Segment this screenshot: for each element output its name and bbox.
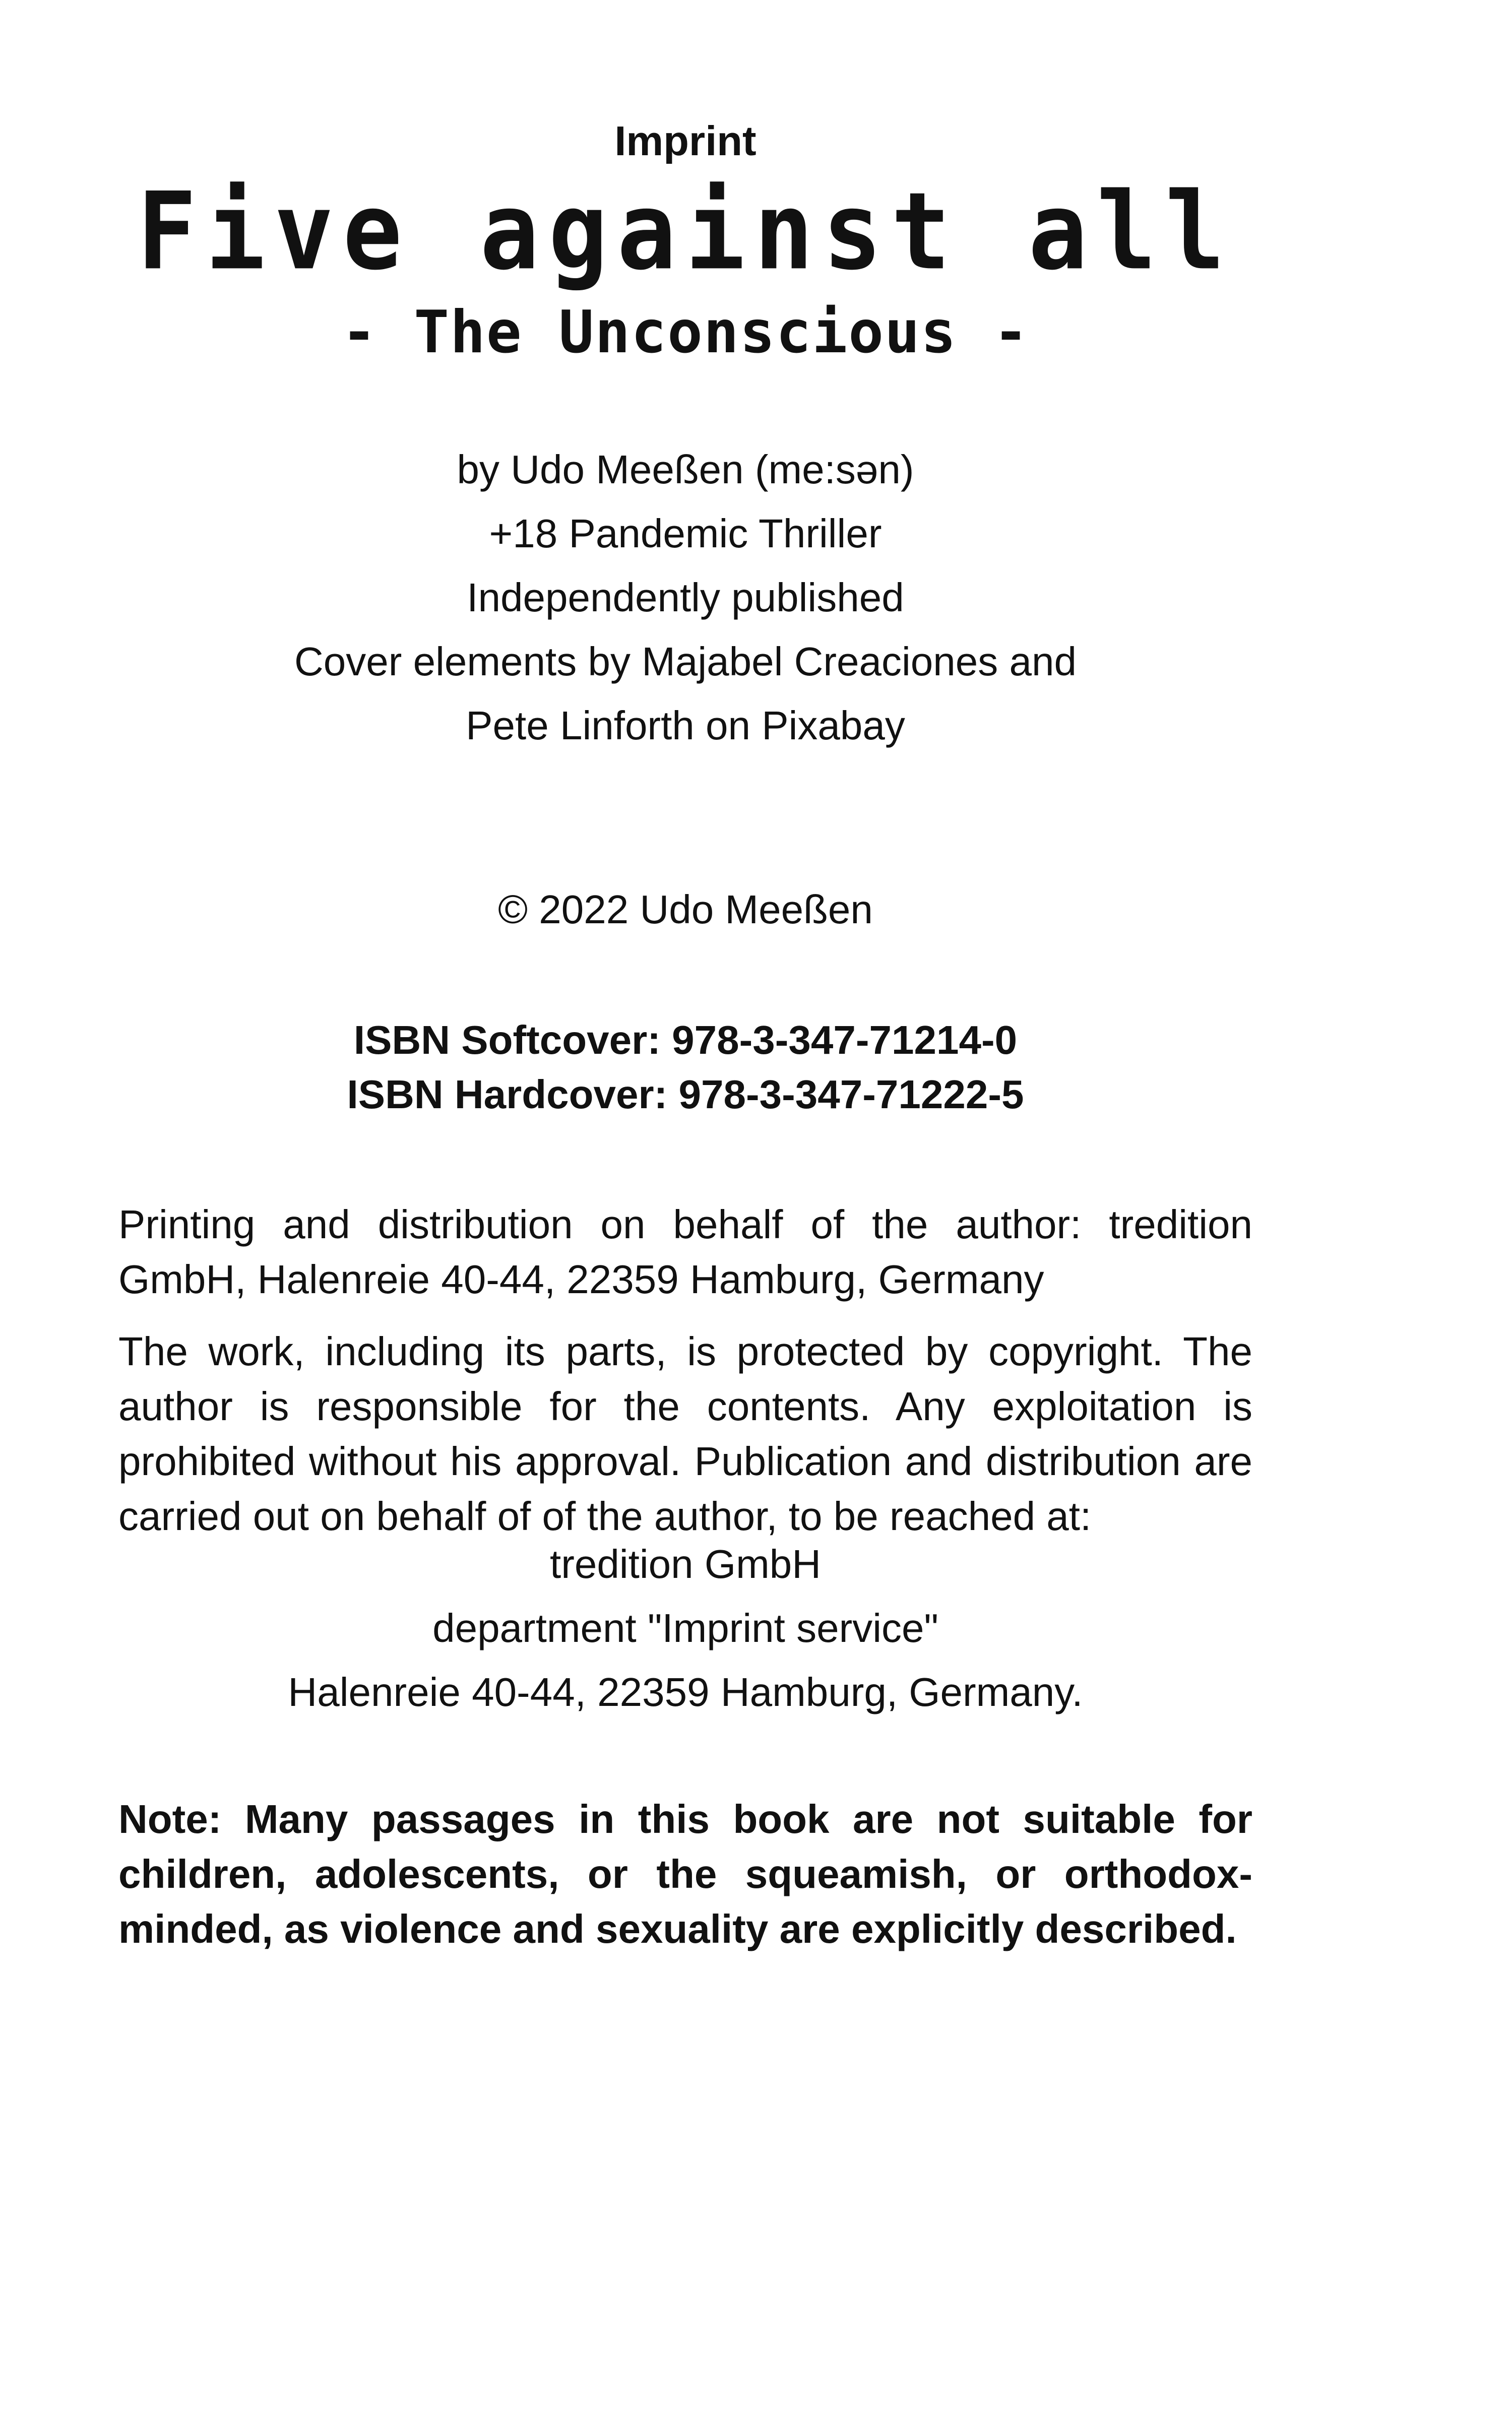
address-street: Halenreie 40-44, 22359 Hamburg, Germany. — [288, 1670, 1083, 1714]
address-department: department "Imprint service" — [432, 1606, 938, 1650]
genre-line: +18 Pandemic Thriller — [489, 511, 882, 556]
author-line: by Udo Meeßen (me:sən) — [457, 447, 914, 492]
isbn-softcover: ISBN Softcover: 978-3-347-71214-0 — [353, 1017, 1018, 1062]
content-warning-note: Note: Many passages in this book are not suitable for children, adolescents, or the squeamish, or orthodox-minded, as violence and sexuality are explicitly described. — [118, 1797, 1252, 1951]
publisher-line: Independently published — [467, 575, 904, 620]
contact-address — [118, 1532, 1252, 1724]
printing-paragraph: Printing and distribution on behalf of the author: tredition GmbH, Halenreie 40-44, 22359 Hamburg, Germany — [118, 1202, 1252, 1302]
book-title: Five against all — [137, 169, 1234, 294]
copyright-notice: © 2022 Udo Meeßen — [498, 887, 873, 932]
isbn-block — [118, 1013, 1252, 1122]
copyright-paragraph: The work, including its parts, is protected by copyright. The author is responsible for the contents. Any exploitation is prohibited without his approval. Publication and distribution are carried out on behalf of of the author, to be reached at: — [118, 1329, 1252, 1539]
book-subtitle: - The Unconscious - — [341, 298, 1030, 366]
imprint-heading: Imprint — [614, 117, 757, 164]
cover-credit-line-1: Cover elements by Majabel Creaciones and — [294, 639, 1077, 684]
cover-credit-line-2: Pete Linforth on Pixabay — [466, 703, 905, 748]
address-company: tredition GmbH — [550, 1542, 821, 1586]
isbn-hardcover: ISBN Hardcover: 978-3-347-71222-5 — [347, 1072, 1024, 1117]
book-meta — [118, 437, 1252, 757]
